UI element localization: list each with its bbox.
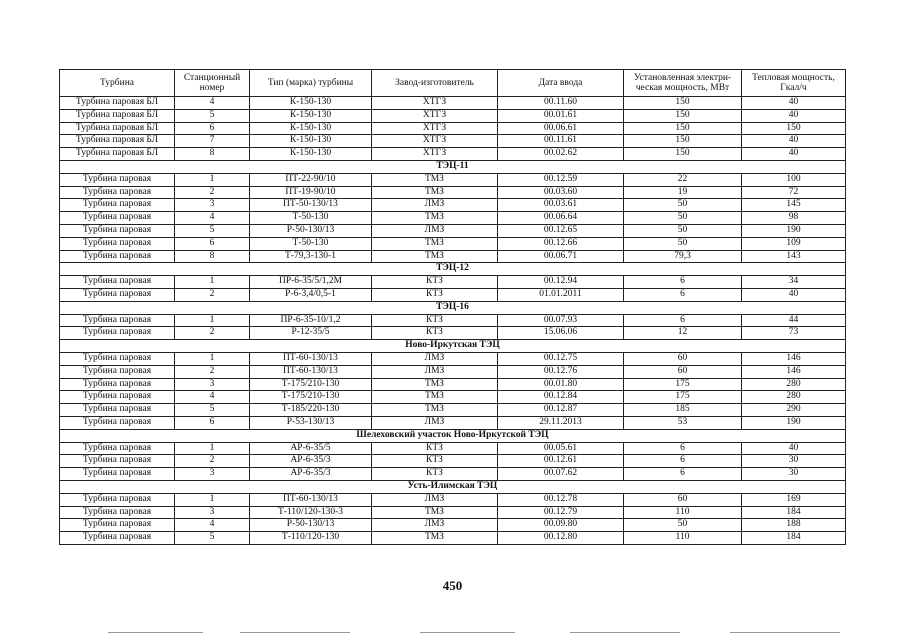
- cell-electric-capacity: 150: [624, 122, 742, 135]
- cell-electric-capacity: 150: [624, 148, 742, 161]
- table-row: [60, 416, 846, 429]
- cell-turbine-type: К-150-130: [250, 97, 372, 110]
- cell-turbine: Турбина паровая: [60, 224, 175, 237]
- cell-commission-date: 00.12.65: [498, 224, 624, 237]
- cell-thermal-capacity: 146: [742, 352, 846, 365]
- cell-commission-date: 00.07.93: [498, 314, 624, 327]
- cell-manufacturer: ХТГЗ: [372, 109, 498, 122]
- cell-electric-capacity: 150: [624, 97, 742, 110]
- cell-turbine-type: ПТ-60-130/13: [250, 352, 372, 365]
- cell-manufacturer: КТЗ: [372, 327, 498, 340]
- cell-turbine-type: Т-50-130: [250, 237, 372, 250]
- cell-station-number: 1: [175, 276, 250, 289]
- section-row: [60, 160, 846, 173]
- cell-thermal-capacity: 143: [742, 250, 846, 263]
- section-row: [60, 429, 846, 442]
- table-row: [60, 442, 846, 455]
- cell-turbine: Турбина паровая БЛ: [60, 135, 175, 148]
- cell-station-number: 5: [175, 404, 250, 417]
- cell-manufacturer: КТЗ: [372, 442, 498, 455]
- table-row: [60, 455, 846, 468]
- table-row: [60, 199, 846, 212]
- cell-turbine-type: Р-53-130/13: [250, 416, 372, 429]
- cell-commission-date: 00.03.60: [498, 186, 624, 199]
- cell-turbine: Турбина паровая БЛ: [60, 148, 175, 161]
- cell-manufacturer: ТМЗ: [372, 173, 498, 186]
- cell-manufacturer: ТМЗ: [372, 250, 498, 263]
- cell-commission-date: 00.12.76: [498, 365, 624, 378]
- cell-electric-capacity: 150: [624, 135, 742, 148]
- cell-commission-date: 00.12.87: [498, 404, 624, 417]
- section-title: Ново-Иркутская ТЭЦ: [60, 340, 846, 353]
- cell-electric-capacity: 175: [624, 391, 742, 404]
- cell-manufacturer: ХТГЗ: [372, 135, 498, 148]
- cell-commission-date: 00.07.62: [498, 468, 624, 481]
- cell-commission-date: 00.05.61: [498, 442, 624, 455]
- cell-thermal-capacity: 280: [742, 378, 846, 391]
- cell-electric-capacity: 6: [624, 314, 742, 327]
- cell-thermal-capacity: 188: [742, 519, 846, 532]
- header-commission-date: Дата ввода: [498, 70, 624, 97]
- cell-turbine-type: Т-79,3-130-1: [250, 250, 372, 263]
- cell-commission-date: 00.09.80: [498, 519, 624, 532]
- cell-electric-capacity: 50: [624, 224, 742, 237]
- table-row: [60, 250, 846, 263]
- cell-turbine: Турбина паровая: [60, 199, 175, 212]
- footer-rule: [570, 632, 680, 633]
- cell-turbine-type: Р-12-35/5: [250, 327, 372, 340]
- table-row: [60, 122, 846, 135]
- table-row: [60, 352, 846, 365]
- cell-turbine-type: ПТ-50-130/13: [250, 199, 372, 212]
- cell-manufacturer: ТМЗ: [372, 506, 498, 519]
- cell-thermal-capacity: 40: [742, 288, 846, 301]
- cell-turbine-type: ПТ-22-90/10: [250, 173, 372, 186]
- table-row: [60, 506, 846, 519]
- cell-electric-capacity: 6: [624, 276, 742, 289]
- cell-station-number: 4: [175, 391, 250, 404]
- cell-thermal-capacity: 100: [742, 173, 846, 186]
- cell-turbine-type: ПТ-19-90/10: [250, 186, 372, 199]
- table-row: [60, 135, 846, 148]
- section-title: ТЭЦ-16: [60, 301, 846, 314]
- cell-manufacturer: ТМЗ: [372, 186, 498, 199]
- cell-commission-date: 00.12.66: [498, 237, 624, 250]
- cell-commission-date: 00.03.61: [498, 199, 624, 212]
- cell-turbine: Турбина паровая: [60, 365, 175, 378]
- cell-thermal-capacity: 290: [742, 404, 846, 417]
- table-row: [60, 109, 846, 122]
- cell-turbine: Турбина паровая: [60, 391, 175, 404]
- section-title: Шелеховский участок Ново-Иркутской ТЭЦ: [60, 429, 846, 442]
- header-electric-capacity: Установленная электри-ческая мощность, МВт: [624, 70, 742, 97]
- table-row: [60, 378, 846, 391]
- cell-turbine-type: Т-175/210-130: [250, 391, 372, 404]
- cell-manufacturer: ТМЗ: [372, 391, 498, 404]
- cell-manufacturer: ТМЗ: [372, 212, 498, 225]
- cell-turbine: Турбина паровая: [60, 186, 175, 199]
- cell-manufacturer: ЛМЗ: [372, 224, 498, 237]
- cell-electric-capacity: 53: [624, 416, 742, 429]
- cell-manufacturer: ЛМЗ: [372, 493, 498, 506]
- cell-thermal-capacity: 150: [742, 122, 846, 135]
- cell-commission-date: 15.06.06: [498, 327, 624, 340]
- cell-station-number: 5: [175, 224, 250, 237]
- footer-rule: [730, 632, 840, 633]
- cell-turbine: Турбина паровая: [60, 352, 175, 365]
- cell-manufacturer: ХТГЗ: [372, 97, 498, 110]
- cell-thermal-capacity: 40: [742, 442, 846, 455]
- cell-thermal-capacity: 44: [742, 314, 846, 327]
- cell-turbine-type: К-150-130: [250, 148, 372, 161]
- cell-commission-date: 00.12.79: [498, 506, 624, 519]
- table-row: [60, 97, 846, 110]
- cell-turbine: Турбина паровая: [60, 519, 175, 532]
- cell-electric-capacity: 6: [624, 455, 742, 468]
- cell-station-number: 1: [175, 352, 250, 365]
- cell-thermal-capacity: 109: [742, 237, 846, 250]
- cell-turbine-type: Т-50-130: [250, 212, 372, 225]
- cell-commission-date: 29.11.2013: [498, 416, 624, 429]
- cell-thermal-capacity: 146: [742, 365, 846, 378]
- cell-turbine: Турбина паровая: [60, 442, 175, 455]
- cell-electric-capacity: 50: [624, 212, 742, 225]
- cell-thermal-capacity: 145: [742, 199, 846, 212]
- cell-station-number: 4: [175, 97, 250, 110]
- cell-electric-capacity: 22: [624, 173, 742, 186]
- cell-thermal-capacity: 40: [742, 148, 846, 161]
- cell-electric-capacity: 19: [624, 186, 742, 199]
- cell-turbine-type: К-150-130: [250, 122, 372, 135]
- cell-station-number: 2: [175, 288, 250, 301]
- cell-thermal-capacity: 280: [742, 391, 846, 404]
- cell-turbine-type: К-150-130: [250, 109, 372, 122]
- cell-turbine: Турбина паровая: [60, 314, 175, 327]
- cell-manufacturer: ХТГЗ: [372, 122, 498, 135]
- cell-turbine: Турбина паровая: [60, 493, 175, 506]
- cell-manufacturer: ЛМЗ: [372, 199, 498, 212]
- cell-station-number: 7: [175, 135, 250, 148]
- cell-turbine: Турбина паровая БЛ: [60, 97, 175, 110]
- cell-turbine-type: Р-6-3,4/0,5-1: [250, 288, 372, 301]
- cell-manufacturer: ЛМЗ: [372, 416, 498, 429]
- cell-turbine: Турбина паровая: [60, 327, 175, 340]
- cell-turbine-type: Т-175/210-130: [250, 378, 372, 391]
- cell-turbine-type: Р-50-130/13: [250, 519, 372, 532]
- table-row: [60, 391, 846, 404]
- cell-manufacturer: КТЗ: [372, 288, 498, 301]
- cell-turbine-type: Р-50-130/13: [250, 224, 372, 237]
- table-row: [60, 186, 846, 199]
- cell-manufacturer: КТЗ: [372, 455, 498, 468]
- cell-electric-capacity: 60: [624, 493, 742, 506]
- cell-station-number: 6: [175, 237, 250, 250]
- turbine-table: [59, 69, 846, 545]
- cell-commission-date: 00.06.61: [498, 122, 624, 135]
- cell-thermal-capacity: 169: [742, 493, 846, 506]
- cell-thermal-capacity: 40: [742, 135, 846, 148]
- cell-station-number: 2: [175, 327, 250, 340]
- cell-commission-date: 00.12.94: [498, 276, 624, 289]
- cell-commission-date: 00.01.61: [498, 109, 624, 122]
- header-turbine: Турбина: [60, 70, 175, 97]
- cell-manufacturer: ЛМЗ: [372, 519, 498, 532]
- cell-manufacturer: КТЗ: [372, 276, 498, 289]
- cell-thermal-capacity: 40: [742, 109, 846, 122]
- cell-station-number: 2: [175, 186, 250, 199]
- table-row: [60, 404, 846, 417]
- table-row: [60, 276, 846, 289]
- cell-station-number: 2: [175, 455, 250, 468]
- cell-electric-capacity: 60: [624, 365, 742, 378]
- cell-commission-date: 00.11.61: [498, 135, 624, 148]
- footer-rule: [240, 632, 350, 633]
- cell-thermal-capacity: 34: [742, 276, 846, 289]
- cell-thermal-capacity: 30: [742, 455, 846, 468]
- cell-turbine-type: Т-110/120-130: [250, 532, 372, 545]
- cell-electric-capacity: 150: [624, 109, 742, 122]
- cell-turbine-type: АР-6-35/3: [250, 455, 372, 468]
- cell-commission-date: 00.12.80: [498, 532, 624, 545]
- cell-turbine-type: ПТ-60-130/13: [250, 365, 372, 378]
- cell-electric-capacity: 12: [624, 327, 742, 340]
- cell-commission-date: 00.12.59: [498, 173, 624, 186]
- cell-electric-capacity: 50: [624, 199, 742, 212]
- cell-turbine: Турбина паровая: [60, 173, 175, 186]
- cell-thermal-capacity: 184: [742, 506, 846, 519]
- cell-station-number: 6: [175, 122, 250, 135]
- section-title: ТЭЦ-11: [60, 160, 846, 173]
- cell-turbine: Турбина паровая: [60, 532, 175, 545]
- table-row: [60, 173, 846, 186]
- section-row: [60, 301, 846, 314]
- table-row: [60, 519, 846, 532]
- cell-turbine: Турбина паровая: [60, 506, 175, 519]
- cell-station-number: 1: [175, 442, 250, 455]
- cell-turbine-type: АР-6-35/3: [250, 468, 372, 481]
- table-row: [60, 493, 846, 506]
- header-turbine-type: Тип (марка) турбины: [250, 70, 372, 97]
- cell-electric-capacity: 50: [624, 237, 742, 250]
- cell-station-number: 1: [175, 493, 250, 506]
- table-row: [60, 314, 846, 327]
- cell-electric-capacity: 185: [624, 404, 742, 417]
- cell-turbine-type: Т-110/120-130-3: [250, 506, 372, 519]
- cell-manufacturer: КТЗ: [372, 468, 498, 481]
- header-thermal-capacity: Тепловая мощность, Гкал/ч: [742, 70, 846, 97]
- cell-station-number: 8: [175, 250, 250, 263]
- cell-electric-capacity: 79,3: [624, 250, 742, 263]
- cell-electric-capacity: 6: [624, 442, 742, 455]
- table-row: [60, 532, 846, 545]
- cell-station-number: 3: [175, 199, 250, 212]
- cell-thermal-capacity: 190: [742, 416, 846, 429]
- cell-manufacturer: ТМЗ: [372, 378, 498, 391]
- cell-electric-capacity: 6: [624, 468, 742, 481]
- cell-turbine: Турбина паровая: [60, 237, 175, 250]
- cell-turbine: Турбина паровая: [60, 288, 175, 301]
- cell-electric-capacity: 50: [624, 519, 742, 532]
- section-row: [60, 263, 846, 276]
- cell-station-number: 5: [175, 532, 250, 545]
- cell-station-number: 8: [175, 148, 250, 161]
- cell-station-number: 5: [175, 109, 250, 122]
- cell-commission-date: 00.11.60: [498, 97, 624, 110]
- cell-manufacturer: КТЗ: [372, 314, 498, 327]
- cell-turbine: Турбина паровая: [60, 404, 175, 417]
- cell-manufacturer: ХТГЗ: [372, 148, 498, 161]
- cell-turbine-type: ПР-6-35/5/1,2М: [250, 276, 372, 289]
- table-row: [60, 327, 846, 340]
- table-row: [60, 212, 846, 225]
- footer-rule: [420, 632, 515, 633]
- cell-manufacturer: ТМЗ: [372, 532, 498, 545]
- cell-turbine-type: К-150-130: [250, 135, 372, 148]
- table-header: [60, 70, 846, 97]
- cell-turbine-type: ПТ-60-130/13: [250, 493, 372, 506]
- page-number: 450: [442, 578, 463, 593]
- cell-station-number: 1: [175, 173, 250, 186]
- cell-manufacturer: ТМЗ: [372, 237, 498, 250]
- table-row: [60, 224, 846, 237]
- cell-thermal-capacity: 190: [742, 224, 846, 237]
- cell-station-number: 3: [175, 378, 250, 391]
- cell-turbine: Турбина паровая: [60, 455, 175, 468]
- cell-station-number: 1: [175, 314, 250, 327]
- cell-commission-date: 00.06.64: [498, 212, 624, 225]
- section-title: Усть-Илимская ТЭЦ: [60, 480, 846, 493]
- cell-turbine: Турбина паровая БЛ: [60, 109, 175, 122]
- cell-thermal-capacity: 184: [742, 532, 846, 545]
- section-row: [60, 480, 846, 493]
- cell-commission-date: 00.01.80: [498, 378, 624, 391]
- cell-thermal-capacity: 73: [742, 327, 846, 340]
- cell-station-number: 4: [175, 212, 250, 225]
- cell-electric-capacity: 110: [624, 506, 742, 519]
- header-manufacturer: Завод-изготовитель: [372, 70, 498, 97]
- section-row: [60, 340, 846, 353]
- cell-thermal-capacity: 40: [742, 97, 846, 110]
- cell-commission-date: 00.12.78: [498, 493, 624, 506]
- cell-turbine-type: АР-6-35/5: [250, 442, 372, 455]
- section-title: ТЭЦ-12: [60, 263, 846, 276]
- cell-turbine-type: Т-185/220-130: [250, 404, 372, 417]
- footer-rule: [108, 632, 203, 633]
- cell-commission-date: 01.01.2011: [498, 288, 624, 301]
- cell-thermal-capacity: 98: [742, 212, 846, 225]
- header-station-number: Станционный номер: [175, 70, 250, 97]
- cell-commission-date: 00.12.75: [498, 352, 624, 365]
- cell-commission-date: 00.12.61: [498, 455, 624, 468]
- cell-electric-capacity: 6: [624, 288, 742, 301]
- cell-turbine: Турбина паровая: [60, 468, 175, 481]
- cell-electric-capacity: 110: [624, 532, 742, 545]
- cell-turbine: Турбина паровая: [60, 378, 175, 391]
- cell-manufacturer: ТМЗ: [372, 404, 498, 417]
- cell-turbine: Турбина паровая БЛ: [60, 122, 175, 135]
- table-row: [60, 148, 846, 161]
- table-row: [60, 365, 846, 378]
- cell-station-number: 4: [175, 519, 250, 532]
- cell-thermal-capacity: 72: [742, 186, 846, 199]
- table-row: [60, 237, 846, 250]
- cell-manufacturer: ЛМЗ: [372, 365, 498, 378]
- cell-electric-capacity: 175: [624, 378, 742, 391]
- cell-turbine: Турбина паровая: [60, 212, 175, 225]
- cell-station-number: 6: [175, 416, 250, 429]
- cell-turbine-type: ПР-6-35-10/1,2: [250, 314, 372, 327]
- table-body: [60, 97, 846, 545]
- cell-station-number: 3: [175, 468, 250, 481]
- cell-electric-capacity: 60: [624, 352, 742, 365]
- cell-turbine: Турбина паровая: [60, 250, 175, 263]
- cell-turbine: Турбина паровая: [60, 276, 175, 289]
- table-row: [60, 468, 846, 481]
- cell-station-number: 3: [175, 506, 250, 519]
- cell-commission-date: 00.12.84: [498, 391, 624, 404]
- cell-commission-date: 00.02.62: [498, 148, 624, 161]
- cell-commission-date: 00.06.71: [498, 250, 624, 263]
- table-row: [60, 288, 846, 301]
- cell-manufacturer: ЛМЗ: [372, 352, 498, 365]
- cell-thermal-capacity: 30: [742, 468, 846, 481]
- cell-station-number: 2: [175, 365, 250, 378]
- cell-turbine: Турбина паровая: [60, 416, 175, 429]
